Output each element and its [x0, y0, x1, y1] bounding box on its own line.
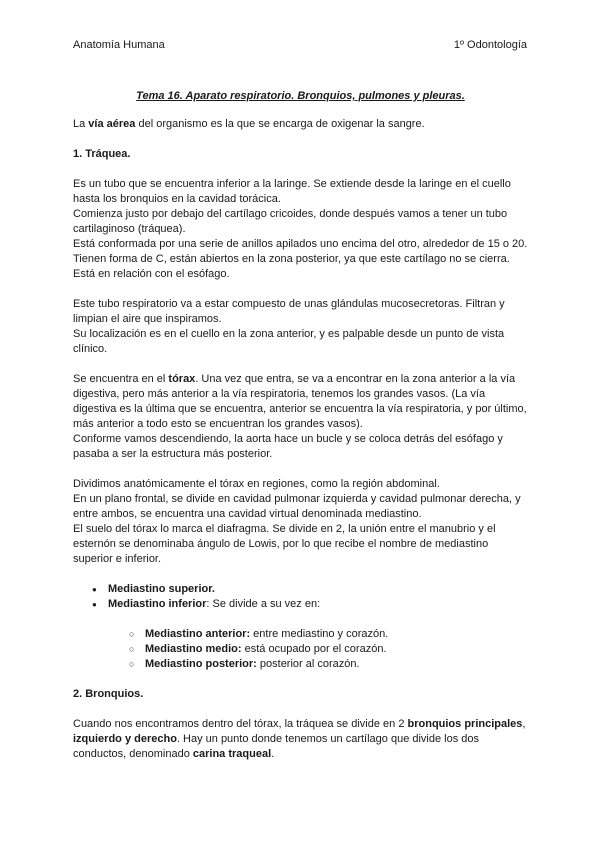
intro-paragraph: La vía aérea del organismo es la que se encarga de oxigenar la sangre. [73, 118, 425, 130]
paragraph-bronquios: Cuando nos encontramos dentro del tórax, la tráquea se divide en 2 bronquios principales, izquierdo y derecho. Hay un punto donde tenemos un cartílago que divide los dos conductos, denominado carina traqueal. [73, 718, 526, 760]
paragraph-torax: Se encuentra en el tórax. Una vez que entra, se va a encontrar en la zona anterior a la vía digestiva, pero más anterior a la vía respiratoria, tenemos los grandes vasos. (La vía digestiva es la última que se encuentra, anterior se encuentra la vía respiratoria, y por último, más anterior a todo esto se encuentran los grandes vasos). [73, 373, 527, 430]
document-title: Tema 16. Aparato respiratorio. Bronquios, pulmones y pleuras. [136, 90, 465, 102]
paragraph: En un plano frontal, se divide en cavidad pulmonar izquierda y cavidad pulmonar derecha, y entre ambos, se encuentra una cavidad virtual denominada mediastino. [73, 493, 521, 520]
paragraph: Este tubo respiratorio va a estar compuesto de unas glándulas mucosecretoras. Filtran y limpian el aire que inspiramos. [73, 298, 505, 325]
document-body [73, 89, 528, 762]
header-course: 1º Odontología [453, 39, 527, 51]
paragraph: Su localización es en el cuello en la zona anterior, y es palpable desde un punto de vista clínico. [73, 328, 505, 355]
section-heading-traquea: 1. Tráquea. [73, 148, 131, 160]
list-item: ● Mediastino superior. [92, 582, 528, 597]
paragraph: Dividimos anatómicamente el tórax en regiones, como la región abdominal. [73, 478, 440, 490]
paragraph: Conforme vamos descendiendo, la aorta hace un bucle y se coloca detrás del esófago y pasaba a ser la estructura más posterior. [73, 433, 503, 460]
paragraph: El suelo del tórax lo marca el diafragma. Se divide en 2, la unión entre el manubrio y el esternón se denominaba ángulo de Lowis, por lo que recibe el nombre de mediastino superior e inferior. [73, 523, 496, 565]
paragraph: Es un tubo que se encuentra inferior a la laringe. Se extiende desde la laringe en el cuello hasta los bronquios en la cavidad torácica. [73, 178, 511, 205]
mediastino-inferior-sublist [73, 627, 528, 672]
list-item: ○ Mediastino medio: está ocupado por el corazón. [129, 642, 528, 657]
intro-bold: vía aérea [88, 118, 136, 130]
list-item: ○ Mediastino posterior: posterior al corazón. [129, 657, 528, 672]
page-header [73, 38, 527, 53]
paragraph: Está conformada por una serie de anillos apilados uno encima del otro, alrededor de 15 o 20. Tienen forma de C, están abiertos en la zona posterior, ya que este cartílago no se cierra. Está en relación con el esófago. [73, 238, 528, 280]
paragraph: Comienza justo por debajo del cartílago cricoides, donde después vamos a tener un tubo cartilaginoso (tráquea). [73, 208, 508, 235]
list-item: ● Mediastino inferior: Se divide a su vez en: [92, 597, 528, 612]
list-item: ○ Mediastino anterior: entre mediastino y corazón. [129, 627, 528, 642]
mediastino-list [73, 582, 528, 612]
section-heading-bronquios: 2. Bronquios. [73, 688, 144, 700]
header-subject: Anatomía Humana [73, 39, 165, 51]
